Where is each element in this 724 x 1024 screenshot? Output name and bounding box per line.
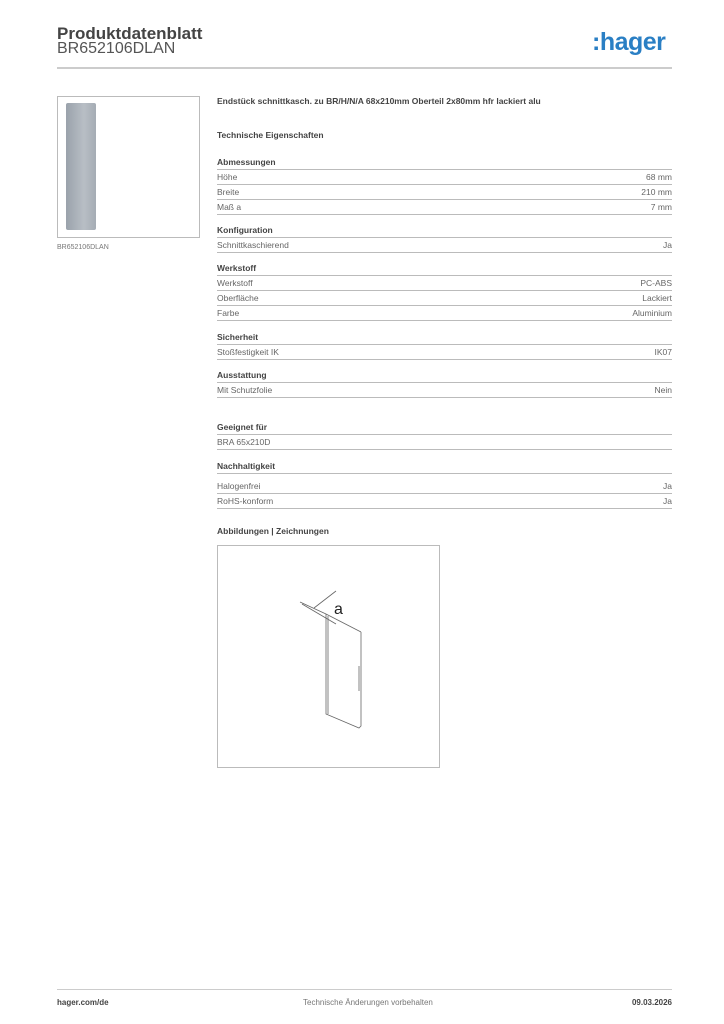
property-label: RoHS-konform [217, 496, 274, 506]
section-heading: Geeignet für [217, 420, 672, 435]
property-value: Ja [663, 240, 672, 250]
page-title: Produktdatenblatt [57, 24, 203, 43]
property-value: Ja [663, 481, 672, 491]
section-heading: Nachhaltigkeit [217, 459, 672, 474]
footer-divider [57, 989, 672, 990]
image-caption: BR652106DLAN [57, 244, 109, 251]
property-label: Halogenfrei [217, 481, 261, 491]
section-heading: Abmessungen [217, 155, 672, 170]
property-value: IK07 [654, 347, 672, 357]
property-row [217, 200, 672, 215]
property-row [217, 185, 672, 200]
footer-date: 09.03.2026 [631, 998, 672, 1007]
property-label: Maß a [217, 202, 242, 212]
section-geeignet-f-r [217, 420, 672, 450]
property-value: PC-ABS [640, 278, 672, 288]
section-heading: Konfiguration [217, 223, 672, 238]
drawing-label-a: a [334, 601, 343, 618]
property-row [217, 276, 672, 291]
section-werkstoff [217, 261, 672, 321]
property-value: Lackiert [642, 293, 672, 303]
section-sicherheit [217, 330, 672, 360]
property-row [217, 383, 672, 398]
product-description: Endstück schnittkasch. zu BR/H/N/A 68x210mm Oberteil 2x80mm hfr lackiert alu [217, 96, 541, 106]
property-label: Oberfläche [217, 293, 259, 303]
product-panel-shape [66, 103, 96, 230]
hager-logo: :hager [592, 28, 666, 56]
property-row [217, 345, 672, 360]
section-heading: Werkstoff [217, 261, 672, 276]
article-number: BR652106DLAN [57, 40, 176, 57]
property-label: Mit Schutzfolie [217, 385, 273, 395]
property-value: Nein [654, 385, 672, 395]
property-row [217, 479, 672, 494]
property-row [217, 291, 672, 306]
property-row [217, 238, 672, 253]
section-heading: Ausstattung [217, 368, 672, 383]
footer-website[interactable]: hager.com/de [57, 998, 109, 1007]
section-konfiguration [217, 223, 672, 253]
property-value: 210 mm [641, 187, 672, 197]
property-row [217, 170, 672, 185]
property-label: Stoßfestigkeit IK [217, 347, 279, 357]
drawings-heading: Abbildungen | Zeichnungen [217, 526, 329, 536]
property-value: Aluminium [632, 308, 672, 318]
product-image [57, 96, 200, 238]
property-value: Ja [663, 496, 672, 506]
tech-heading: Technische Eigenschaften [217, 130, 324, 140]
property-row [217, 494, 672, 509]
section-heading: Sicherheit [217, 330, 672, 345]
property-label: Schnittkaschierend [217, 240, 289, 250]
property-value: 68 mm [646, 172, 672, 182]
property-row [217, 306, 672, 321]
property-row [217, 435, 672, 450]
technical-drawing [217, 545, 440, 768]
section-nachhaltigkeit [217, 459, 672, 509]
property-value: 7 mm [650, 202, 672, 212]
property-label: BRA 65x210D [217, 437, 271, 447]
property-label: Werkstoff [217, 278, 253, 288]
property-label: Höhe [217, 172, 238, 182]
section-abmessungen [217, 155, 672, 215]
property-label: Farbe [217, 308, 240, 318]
footer-notice: Technische Änderungen vorbehalten [303, 998, 433, 1007]
section-ausstattung [217, 368, 672, 398]
header-divider [57, 67, 672, 69]
drawing-svg [218, 546, 439, 767]
property-label: Breite [217, 187, 240, 197]
